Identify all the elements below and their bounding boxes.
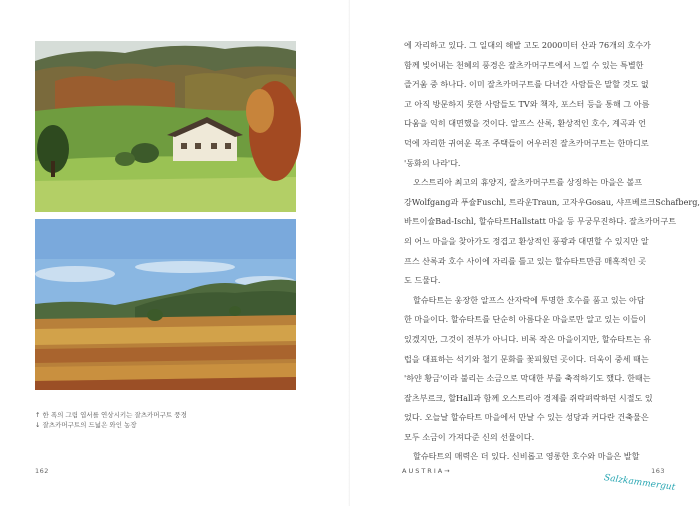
body-line: 할슈타트의 매력은 더 있다. 신비롭고 영롱한 호수와 마을은 발할 xyxy=(413,451,640,462)
body-line: 오스트리아 최고의 휴양지, 잘츠카머구트를 상징하는 마을은 볼프 xyxy=(413,177,643,188)
body-line: 잘츠부르크, 할Hall과 함께 오스트리아 경제를 쥐락펴락하던 시절도 있 xyxy=(404,392,653,403)
body-line: 고 아직 방문하지 못한 사람들도 TV와 책자, 포스터 등을 통해 그 아름 xyxy=(404,98,650,109)
body-text xyxy=(404,36,700,467)
body-line: 할슈타트는 웅장한 알프스 산자락에 투명한 호수를 품고 있는 아담 xyxy=(413,294,645,305)
body-line: 덕에 자리한 귀여운 목조 주택들이 어우러진 잘츠카머구트는 한마디로 xyxy=(404,137,649,148)
right-page-number: 163 xyxy=(651,467,665,475)
running-head: AUSTRIA→ xyxy=(402,467,452,475)
caption-top: ↑ 한 폭의 그림 엽서를 연상시키는 잘츠카머구트 풍경 xyxy=(35,411,187,419)
body-line: 모두 소금이 가져다준 신의 선물이다. xyxy=(404,431,535,442)
body-line: '동화의 나라'다. xyxy=(404,157,461,168)
body-line: 한 마을이다. 할슈타트를 단순히 아름다운 마을로만 알고 있는 이들이 xyxy=(404,314,647,325)
body-line: 었다. 오늘날 할슈타트 마을에서 만날 수 있는 성당과 커다란 건축물은 xyxy=(404,412,649,423)
body-line: 프스 산록과 호수 사이에 자리를 틀고 있는 할슈타트만큼 매혹적인 곳 xyxy=(404,255,647,266)
body-line: 도 드물다. xyxy=(404,275,441,286)
vineyard-hills-photo xyxy=(35,219,296,390)
body-line: 바트이슐Bad-Ischl, 할슈타트Hallstatt 마을 등 무궁무진하다. 잘츠카머구트 xyxy=(404,216,677,227)
photo-captions xyxy=(35,410,295,430)
body-line: 즐거움 중 하나다. 이미 잘츠카머구트를 다녀간 사람들은 말할 것도 없 xyxy=(404,79,649,90)
left-page-number: 162 xyxy=(35,467,49,475)
caption-bottom: ↓ 잘츠카머구트의 드넓은 와인 농장 xyxy=(35,421,137,429)
body-line: 있겠지만, 그것이 전부가 아니다. 비록 작은 마을이지만, 할슈타트는 유 xyxy=(404,333,652,344)
body-line: '하얀 황금'이라 불리는 소금으로 막대한 부를 축적하기도 했다. 한때는 xyxy=(404,373,651,384)
body-line: 의 어느 마을을 찾아가도 정겹고 환상적인 풍광과 대면할 수 있지만 알 xyxy=(404,235,649,246)
right-page xyxy=(350,0,700,506)
body-line: 다움을 익히 대면했을 것이다. 알프스 산록, 환상적인 호수, 계곡과 언 xyxy=(404,118,646,129)
salzkammergut-script-logo: Salzkammergut xyxy=(603,473,676,493)
body-line: 함께 빚어내는 천혜의 풍경은 잘츠카머구트에서 느낄 수 있는 특별한 xyxy=(404,59,644,70)
body-line: 강Wolfgang과 푸슐Fuschl, 트라운Traun, 고자우Gosau, 샤프베르크Schafberg, xyxy=(404,196,700,207)
body-line: 럽을 대표하는 석기와 철기 문화를 꽃피웠던 곳이다. 더욱이 중세 때는 xyxy=(404,353,649,364)
alpine-farm-meadow-photo xyxy=(35,41,296,212)
body-line: 에 자리하고 있다. 그 일대의 해발 고도 2000미터 산과 76개의 호수가 xyxy=(404,40,651,50)
